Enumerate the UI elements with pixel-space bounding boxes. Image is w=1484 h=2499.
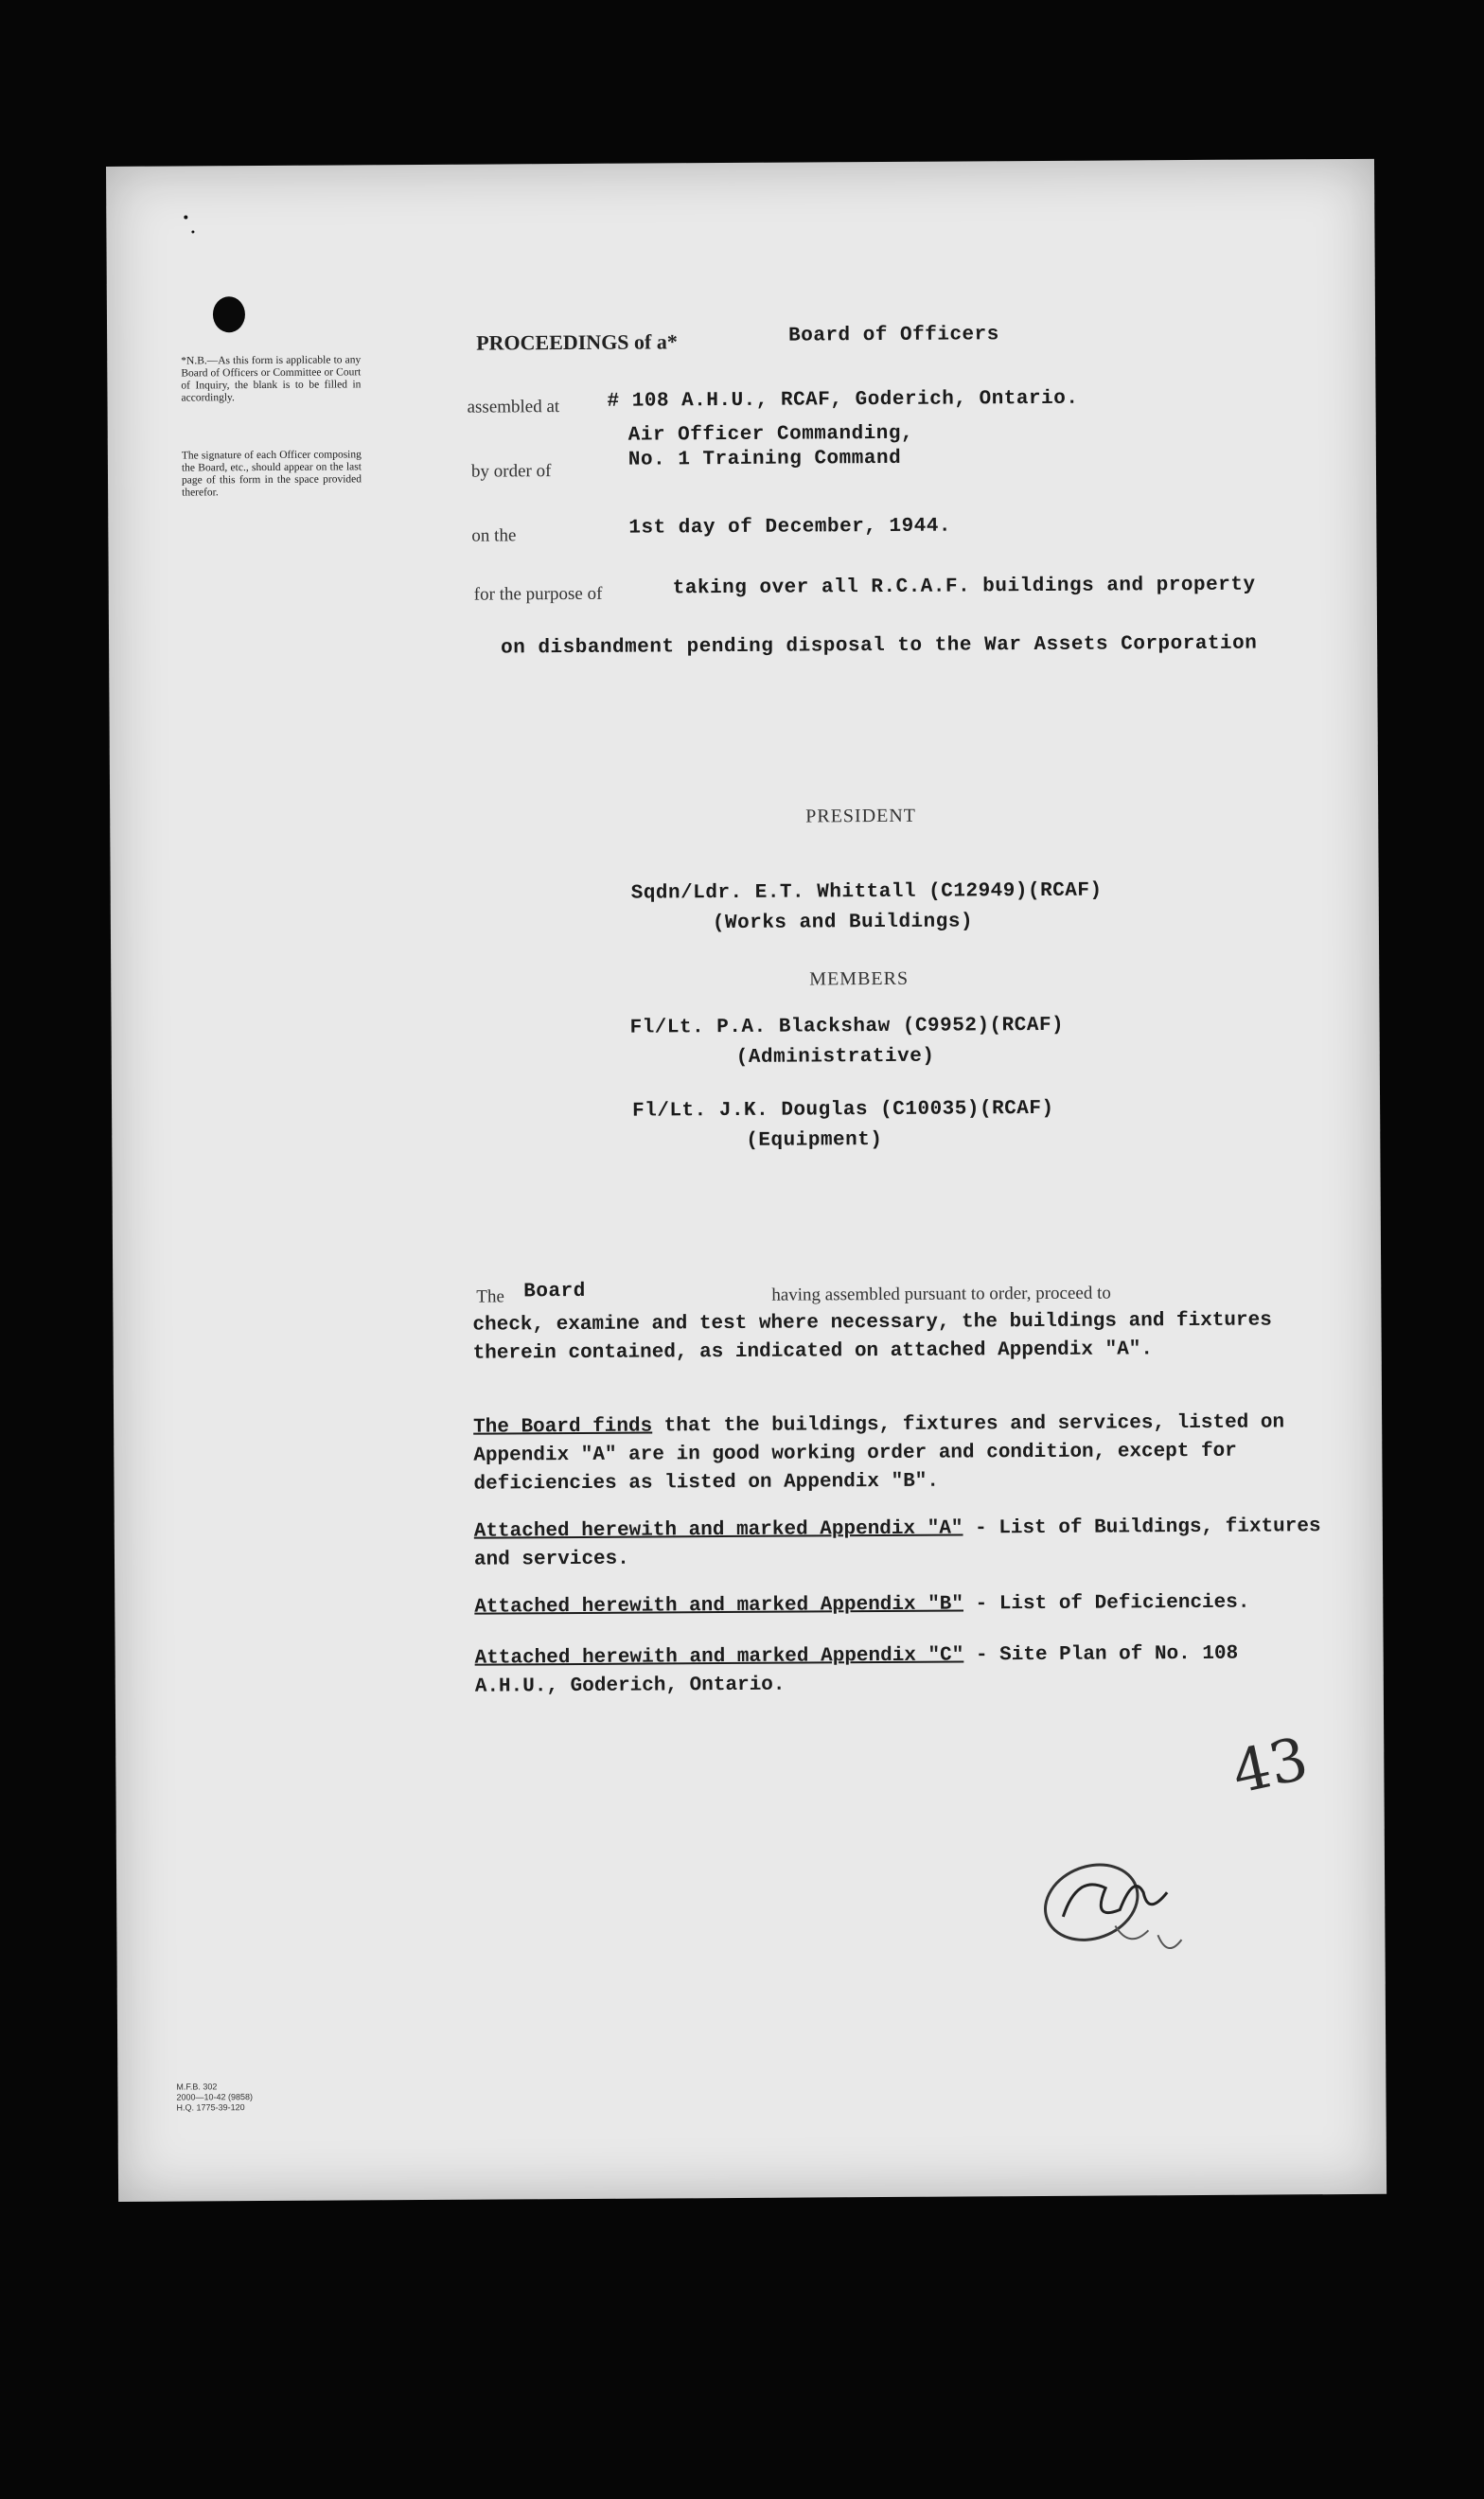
speck <box>184 215 187 219</box>
body-the-label: The <box>476 1286 504 1307</box>
order-value-line1: Air Officer Commanding, <box>627 422 914 447</box>
form-code-line1: M.F.B. 302 <box>176 2082 218 2092</box>
member-2-name: Fl/Lt. J.K. Douglas (C10035)(RCAF) <box>632 1097 1054 1123</box>
member-1-name: Fl/Lt. P.A. Blackshaw (C9952)(RCAF) <box>629 1014 1065 1039</box>
paragraph-appendix-c <box>475 1639 1327 1701</box>
assembled-label: assembled at <box>467 397 560 417</box>
paragraph-appendix-b-lead: Attached herewith and marked Appendix "B" <box>474 1593 964 1619</box>
date-value: 1st day of December, 1944. <box>628 515 952 540</box>
margin-note-signature: The signature of each Officer composing the Board, etc., should appear on the last page of this form in the space provided therefor. <box>181 449 362 499</box>
form-code-line2: 2000—10-42 (9858) <box>176 2092 254 2102</box>
paragraph-appendix-b-rest: - List of Deficiencies. <box>963 1591 1250 1616</box>
margin-note-form-applicability: *N.B.—As this form is applicable to any Board of Officers or Committee or Court of Inquiry, the blank is to be filled in accordingly. <box>181 354 362 404</box>
paragraph-appendix-c-lead: Attached herewith and marked Appendix "C" <box>474 1644 964 1670</box>
assembled-value: # 108 A.H.U., RCAF, Goderich, Ontario. <box>607 387 1079 413</box>
paragraph-board-finds-rest: that the buildings, fixtures and services, listed on Appendix "A" are in good working order and condition, except for deficiencies as listed on Appendix "B". <box>473 1411 1285 1496</box>
proceedings-value: Board of Officers <box>788 324 999 347</box>
handwritten-page-number: 43 <box>1226 1723 1315 1808</box>
member-1-role: (Administrative) <box>735 1045 935 1069</box>
speck <box>191 230 194 233</box>
members-label: MEMBERS <box>809 967 910 990</box>
president-name: Sqdn/Ldr. E.T. Whittall (C12949)(RCAF) <box>630 879 1103 905</box>
paragraph-appendix-b <box>474 1588 1326 1622</box>
order-label: by order of <box>470 461 552 482</box>
paragraph-check-examine: check, examine and test where necessary, the buildings and fixtures therein contained, as indicated on attached Appendix "A". <box>472 1309 1272 1365</box>
member-2-role: (Equipment) <box>746 1129 883 1152</box>
document-page <box>106 159 1387 2202</box>
purpose-value-line1: taking over all R.C.A.F. buildings and property <box>672 574 1256 600</box>
purpose-label: for the purpose of <box>473 583 603 605</box>
handwritten-initials-stamp <box>1025 1835 1215 1978</box>
date-label: on the <box>471 525 517 546</box>
purpose-value-line2: on disbandment pending disposal to the War Assets Corporation <box>501 632 1258 660</box>
president-role: (Works and Buildings) <box>712 911 974 935</box>
body-board-value: Board <box>523 1280 586 1303</box>
order-value-line2: No. 1 Training Command <box>627 447 902 471</box>
paragraph-appendix-c-rest: - Site Plan of No. 108 A.H.U., Goderich, Ontario. <box>474 1642 1239 1698</box>
paragraph-appendix-a-lead: Attached herewith and marked Appendix "A" <box>473 1517 963 1543</box>
paragraph-board-finds-lead: The Board finds <box>473 1415 653 1439</box>
form-code-line3: H.Q. 1775-39-120 <box>176 2102 245 2113</box>
body-assembled-text: having assembled pursuant to order, proceed to <box>771 1283 1111 1305</box>
paragraph-appendix-a-rest: - List of Buildings, fixtures and services. <box>473 1515 1321 1571</box>
proceedings-label: PROCEEDINGS of a* <box>476 329 678 355</box>
form-code <box>176 2082 253 2113</box>
paragraph-appendix-a <box>474 1513 1326 1574</box>
paragraph-board-finds <box>473 1409 1326 1498</box>
punch-hole <box>213 296 245 332</box>
president-label: PRESIDENT <box>805 805 917 827</box>
